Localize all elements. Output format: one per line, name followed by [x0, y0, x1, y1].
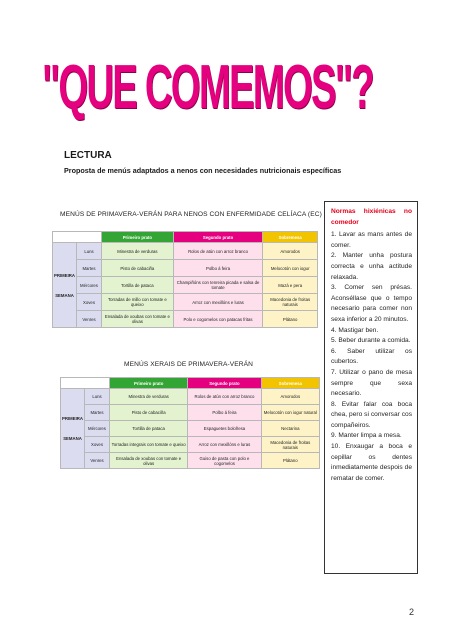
- day-cell: Martes: [77, 260, 102, 277]
- menu1-header-segundo: Segundo prato: [173, 232, 263, 243]
- hygiene-norms-box: [324, 201, 418, 574]
- first-course-cell: Torradas integrais con tomate e queixo: [110, 437, 188, 453]
- second-course-cell: Espaguetes boloñesa: [188, 421, 261, 437]
- table-row: [61, 437, 320, 453]
- first-course-cell: Pisto de cabaciña: [110, 405, 188, 421]
- week-label-line2: SEMANA: [63, 436, 82, 441]
- first-course-cell: Pisto de cabaciña: [102, 260, 174, 277]
- menu1-header-primeiro: Primeiro prato: [102, 232, 174, 243]
- norm-item: 2. Manter unha postura correcta e unha actitude relaxada.: [331, 252, 412, 281]
- menu1-header-row: [53, 232, 318, 243]
- week-label: [61, 389, 85, 469]
- day-cell: Mércores: [77, 277, 102, 294]
- week-label-line2: SEMANA: [55, 292, 74, 298]
- week-label-line1: PRIMEIRA: [62, 416, 84, 421]
- day-cell: Xoves: [77, 294, 102, 311]
- menu1-table: [52, 231, 318, 328]
- menu2-header-sobremesa: Sobremesa: [261, 378, 319, 389]
- day-cell: Venres: [77, 311, 102, 328]
- table-row: [61, 421, 320, 437]
- norm-item: 3. Comer sen présas. Aconséllase que o tempo necesario para comer non sexa inferior a 20 minutos.: [331, 284, 412, 323]
- day-cell: Luns: [77, 243, 102, 260]
- dessert-cell: Plátano: [263, 311, 318, 328]
- second-course-cell: Polo e cogomelos con patacas fritas: [173, 311, 263, 328]
- day-cell: Venres: [85, 453, 110, 469]
- table-row: [61, 453, 320, 469]
- table-row: [53, 294, 318, 311]
- second-course-cell: Polbo á feira: [173, 260, 263, 277]
- section-heading: LECTURA: [64, 150, 112, 161]
- header-blank: [61, 378, 110, 389]
- second-course-cell: Arroz con mexillóns e luras: [188, 437, 261, 453]
- second-course-cell: Polbo á feira: [188, 405, 261, 421]
- day-cell: Mércores: [85, 421, 110, 437]
- page-number: 2: [409, 607, 415, 617]
- first-course-cell: Ensalada de xoubas con tomate e olivas: [102, 311, 174, 328]
- first-course-cell: Minestra de verduras: [110, 389, 188, 405]
- table-row: [53, 243, 318, 260]
- second-course-cell: Arroz con mexillóns e luras: [173, 294, 263, 311]
- day-cell: Martes: [85, 405, 110, 421]
- dessert-cell: Macedonia de froitas naturais: [261, 437, 319, 453]
- norm-item: 1. Lavar as mans antes de comer.: [331, 231, 412, 249]
- norm-item: 10. Enxaugar a boca e cepillar os dentes inmediatamente despois de rematar de comer.: [331, 443, 412, 482]
- section-subtitle: Proposta de menús adaptados a nenos con necesidades nutricionais específicas: [64, 166, 342, 175]
- menu2-table: [60, 377, 320, 469]
- day-cell: Xoves: [85, 437, 110, 453]
- day-cell: Luns: [85, 389, 110, 405]
- menu2-title: MENÚS XERAIS DE PRIMAVERA-VERÁN: [124, 361, 254, 368]
- menu1-title: MENÚS DE PRIMAVERA-VERÁN PARA NENOS CON ENFERMIDADE CELÍACA (EC): [60, 211, 322, 218]
- dessert-cell: Melocotón con iogur natural: [261, 405, 319, 421]
- second-course-cell: Guiso de pasta con polo e cogomelos: [188, 453, 261, 469]
- table-row: [61, 405, 320, 421]
- table-row: [53, 277, 318, 294]
- week-label: [53, 243, 77, 328]
- table-row: [61, 389, 320, 405]
- first-course-cell: Tortilla de pataca: [102, 277, 174, 294]
- dessert-cell: Amorodos: [263, 243, 318, 260]
- second-course-cell: Champiñóns con tenreira picada e salsa de tomate: [173, 277, 263, 294]
- header-blank: [53, 232, 102, 243]
- dessert-cell: Mazá e pera: [263, 277, 318, 294]
- table-row: [53, 260, 318, 277]
- first-course-cell: Tortilla de pataca: [110, 421, 188, 437]
- first-course-cell: Torradas de millo con tomate e queixo: [102, 294, 174, 311]
- menu2-header-row: [61, 378, 320, 389]
- dessert-cell: Nectarina: [261, 421, 319, 437]
- dessert-cell: Amorodos: [261, 389, 319, 405]
- norm-item: 6. Saber utilizar os cubertos.: [331, 347, 412, 366]
- week-label-line1: PRIMEIRA: [54, 272, 76, 278]
- first-course-cell: Ensalada de xoubas con tomate e olivas: [110, 453, 188, 469]
- second-course-cell: Rolos de atún con arroz branco: [188, 389, 261, 405]
- norms-heading: Normas hixiénicas no comedor: [331, 208, 412, 226]
- norm-item: 8. Evitar falar coa boca chea, pero si conversar cos compañeiros.: [331, 400, 412, 429]
- dessert-cell: Plátano: [261, 453, 319, 469]
- first-course-cell: Minestra de verduras: [102, 243, 174, 260]
- page-title: "QUE COMEMOS"?: [42, 53, 373, 122]
- norm-item: 4. Mastigar ben.: [331, 326, 379, 334]
- norm-item: 5. Beber durante a comida.: [331, 337, 411, 345]
- menu1-header-sobremesa: Sobremesa: [263, 232, 318, 243]
- menu2-header-primeiro: Primeiro prato: [110, 378, 188, 389]
- table-row: [53, 311, 318, 328]
- dessert-cell: Melocotón con iogur: [263, 260, 318, 277]
- menu2-header-segundo: Segundo prato: [188, 378, 261, 389]
- dessert-cell: Macedonia de froitas naturais: [263, 294, 318, 311]
- second-course-cell: Rolos de atún con arroz branco: [173, 243, 263, 260]
- norm-item: 9. Manter limpa a mesa.: [331, 432, 402, 440]
- norm-item: 7. Utilizar o pano de mesa sempre que sexa necesario.: [331, 368, 412, 398]
